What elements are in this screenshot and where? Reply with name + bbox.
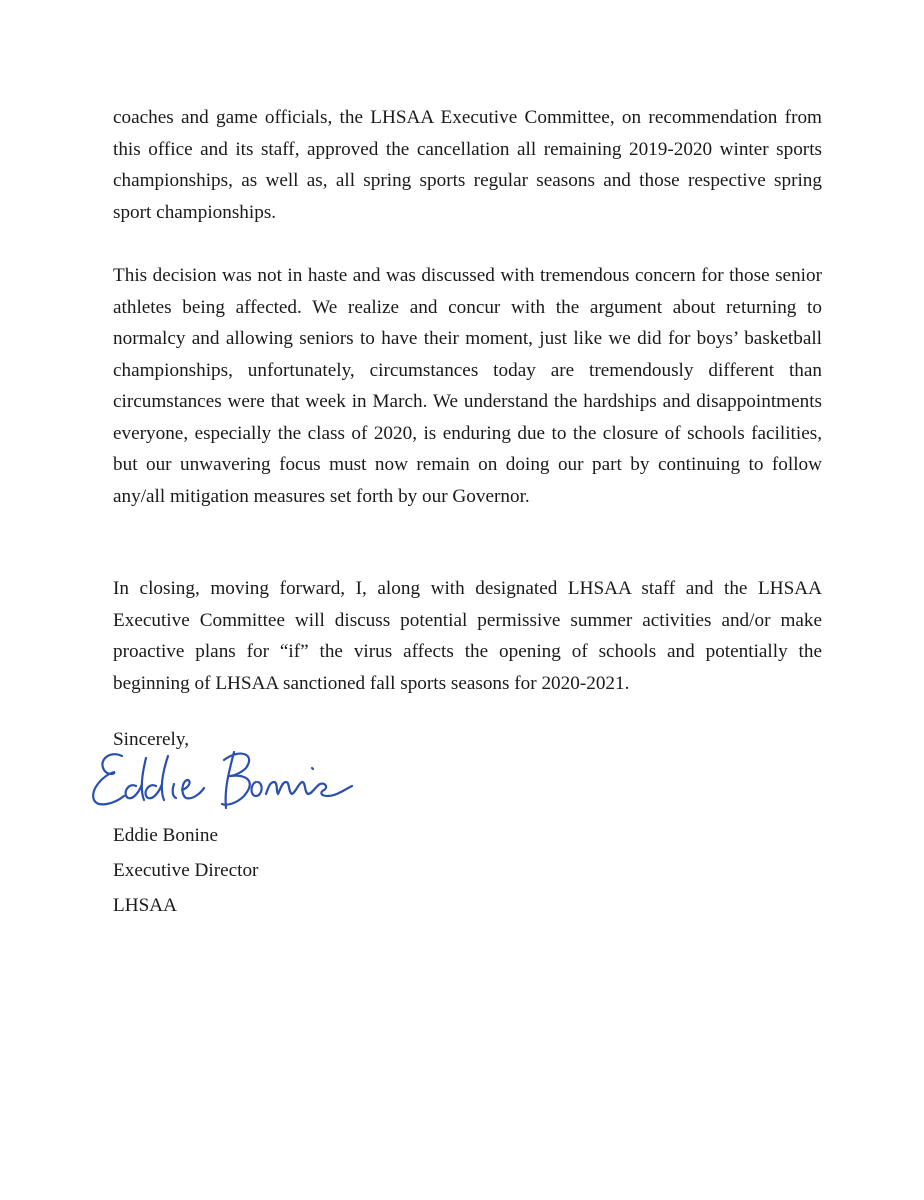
signer-name: Eddie Bonine bbox=[113, 825, 218, 846]
signer-title: Executive Director bbox=[113, 860, 259, 881]
closing-salutation: Sincerely, bbox=[113, 729, 190, 750]
paragraph-decision: This decision was not in haste and was discussed with tremendous concern for those senior athletes being affected. We realize and concur with the argument about returning to normalcy and allowing seniors to have their moment, just like we did for boys’ basketball championships, unfortunately, circumstances today are tremendously different than circumstances were that week in March. We understand the hardships and disappointments everyone, especially the class of 2020, is enduring due to the closure of schools facilities, but our unwavering focus must now remain on doing our part by continuing to follow any/all mitigation measures set forth by our Governor. bbox=[113, 265, 822, 507]
paragraph-closing: In closing, moving forward, I, along with designated LHSAA staff and the LHSAA Executive Committee will discuss potential permissive summer activities and/or make proactive plans for “if” the virus affects the opening of schools and potentially the beginning of LHSAA sanctioned fall sports seasons for 2020-2021. bbox=[113, 578, 822, 694]
handwritten-signature bbox=[84, 738, 359, 818]
signer-organization: LHSAA bbox=[113, 895, 177, 916]
paragraph-cancellation: coaches and game officials, the LHSAA Executive Committee, on recommendation from this office and its staff, approved the cancellation all remaining 2019-2020 winter sports championships, as well as, all spring sports regular seasons and those respective spring sport championships. bbox=[113, 107, 822, 223]
